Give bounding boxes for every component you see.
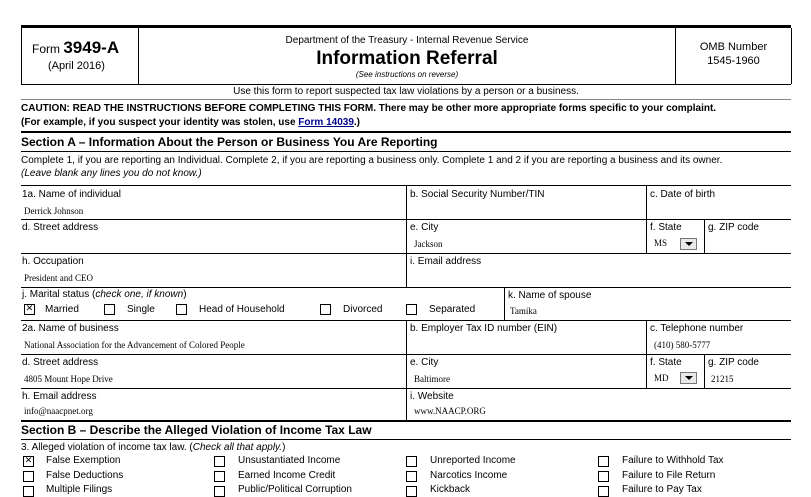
divider: [21, 28, 22, 84]
marital-married-checkbox[interactable]: ✕: [25, 304, 34, 314]
divider: [21, 287, 791, 288]
business-state-select[interactable]: MD: [654, 373, 669, 383]
violation-label: Failure to Pay Tax: [622, 484, 702, 495]
section-b-rule: [21, 420, 791, 422]
city-label: e. City: [410, 222, 439, 233]
divider: [21, 99, 791, 100]
business-name-field[interactable]: National Association for the Advancement of Colored People: [24, 340, 245, 350]
telephone-field[interactable]: (410) 580-5777: [654, 340, 711, 350]
divider: [791, 28, 792, 84]
header-bottom-rule: [21, 84, 791, 85]
chevron-down-icon[interactable]: [680, 372, 697, 384]
business-state-label: f. State: [650, 357, 682, 368]
marital-divorced-checkbox[interactable]: [320, 304, 331, 315]
zip-code-label: g. ZIP code: [708, 222, 759, 233]
violation-question-label: 3. Alleged violation of income tax law. (Check all that apply.): [21, 442, 286, 453]
omb-label: OMB Number: [699, 41, 768, 53]
ssn-label: b. Social Security Number/TIN: [410, 189, 545, 200]
date-of-birth-label: c. Date of birth: [650, 189, 716, 200]
business-street-field[interactable]: 4805 Mount Hope Drive: [24, 374, 113, 384]
form-number: Form 3949-A: [32, 38, 120, 57]
violation-checkbox[interactable]: [23, 471, 34, 482]
divider: [704, 354, 705, 388]
section-a-instructions-note: (Leave blank any lines you do not know.): [21, 168, 202, 179]
violation-label: Multiple Filings: [46, 484, 113, 495]
website-field[interactable]: www.NAACP.ORG: [414, 406, 486, 416]
email-address-label: i. Email address: [410, 256, 482, 267]
name-of-individual-label: 1a. Name of individual: [22, 189, 121, 200]
marital-option-label: Separated: [429, 304, 476, 315]
divider: [646, 185, 647, 219]
violation-label: Earned Income Credit: [238, 470, 336, 481]
section-a-title: Section A – Information About the Person or Business You Are Reporting: [21, 135, 438, 149]
section-b-title: Section B – Describe the Alleged Violation of Income Tax Law: [21, 423, 372, 437]
violation-checkbox[interactable]: [214, 486, 225, 497]
street-address-label: d. Street address: [22, 222, 99, 233]
divider: [704, 219, 705, 253]
marital-head-of-household-checkbox[interactable]: [176, 304, 187, 315]
spouse-name-label: k. Name of spouse: [508, 290, 592, 301]
violation-label: Unsustantiated Income: [238, 455, 341, 466]
violation-label: False Deductions: [46, 470, 124, 481]
violation-checkbox[interactable]: [214, 471, 225, 482]
website-label: i. Website: [410, 391, 454, 402]
divider: [406, 354, 407, 388]
street-address-field[interactable]: [24, 239, 399, 250]
email-address-field[interactable]: [412, 273, 782, 284]
business-email-label: h. Email address: [22, 391, 97, 402]
marital-separated-checkbox[interactable]: [406, 304, 417, 315]
see-instructions: (See instructions on reverse): [355, 70, 459, 79]
divider: [646, 320, 647, 354]
form-14039-link[interactable]: Form 14039: [298, 117, 354, 128]
section-a-rule: [21, 131, 791, 133]
ssn-field[interactable]: [412, 206, 642, 217]
violation-label: False Exemption: [46, 455, 121, 466]
divider: [646, 219, 647, 253]
violation-label: Unreported Income: [430, 455, 516, 466]
marital-option-label: Married: [45, 304, 79, 315]
business-email-field[interactable]: info@naacpnet.org: [24, 406, 93, 416]
ein-field[interactable]: [412, 340, 642, 351]
violation-checkbox[interactable]: ✕: [24, 456, 33, 466]
omb-number: 1545-1960: [707, 55, 760, 67]
caution-text: CAUTION: READ THE INSTRUCTIONS BEFORE COMPLETING THIS FORM. There may be other more appropriate forms specific to your complaint.: [21, 103, 717, 114]
violation-checkbox[interactable]: [406, 456, 417, 467]
marital-option-label: Divorced: [343, 304, 383, 315]
divider: [504, 287, 505, 320]
chevron-down-icon[interactable]: [680, 238, 697, 250]
occupation-label: h. Occupation: [22, 256, 84, 267]
violation-checkbox[interactable]: [598, 471, 609, 482]
divider: [406, 219, 407, 253]
business-street-label: d. Street address: [22, 357, 99, 368]
violation-checkbox[interactable]: [406, 486, 417, 497]
violation-label: Public/Political Corruption: [238, 484, 352, 495]
violation-label: Kickback: [430, 484, 471, 495]
violation-checkbox[interactable]: [23, 486, 34, 497]
violation-label: Failure to File Return: [622, 470, 716, 481]
telephone-label: c. Telephone number: [650, 323, 744, 334]
divider: [406, 320, 407, 354]
business-zip-field[interactable]: 21215: [711, 374, 734, 384]
business-city-field[interactable]: Baltimore: [414, 374, 450, 384]
marital-option-label: Single: [127, 304, 155, 315]
caution-example: (For example, if you suspect your identity was stolen, use Form 14039.): [21, 117, 360, 128]
violation-checkbox[interactable]: [406, 471, 417, 482]
form-title: Information Referral: [316, 48, 498, 69]
section-a-instructions: Complete 1, if you are reporting an Individual. Complete 2, if you are reporting a business only. Complete 1 and 2 if you are reporting a business and its owner.: [21, 155, 723, 166]
business-zip-label: g. ZIP code: [708, 357, 759, 368]
city-field[interactable]: Jackson: [414, 239, 443, 249]
violation-checkbox[interactable]: [598, 456, 609, 467]
divider: [406, 185, 407, 219]
violation-checkbox[interactable]: [214, 456, 225, 467]
date-of-birth-field[interactable]: [652, 206, 782, 217]
occupation-field[interactable]: President and CEO: [24, 273, 93, 283]
divider: [406, 253, 407, 287]
divider: [21, 151, 791, 152]
state-select[interactable]: MS: [654, 238, 668, 248]
marital-single-checkbox[interactable]: [104, 304, 115, 315]
violation-label: Narcotics Income: [430, 470, 508, 481]
zip-code-field[interactable]: [710, 239, 785, 250]
business-name-label: 2a. Name of business: [22, 323, 119, 334]
divider: [406, 388, 407, 420]
violation-checkbox[interactable]: [598, 486, 609, 497]
state-label: f. State: [650, 222, 682, 233]
divider: [646, 354, 647, 388]
violation-label: Failure to Withhold Tax: [622, 455, 724, 466]
name-of-individual-field[interactable]: Derrick Johnson: [24, 206, 84, 216]
use-form-text: Use this form to report suspected tax law violations by a person or a business.: [233, 86, 579, 97]
ein-label: b. Employer Tax ID number (EIN): [410, 323, 558, 334]
divider: [21, 439, 791, 440]
department-name: Department of the Treasury - Internal Revenue Service: [285, 35, 529, 46]
business-city-label: e. City: [410, 357, 439, 368]
form-date: (April 2016): [48, 60, 105, 72]
marital-option-label: Head of Household: [199, 304, 285, 315]
spouse-name-field[interactable]: Tamika: [510, 306, 537, 316]
marital-status-label: j. Marital status (check one, if known): [22, 289, 187, 300]
